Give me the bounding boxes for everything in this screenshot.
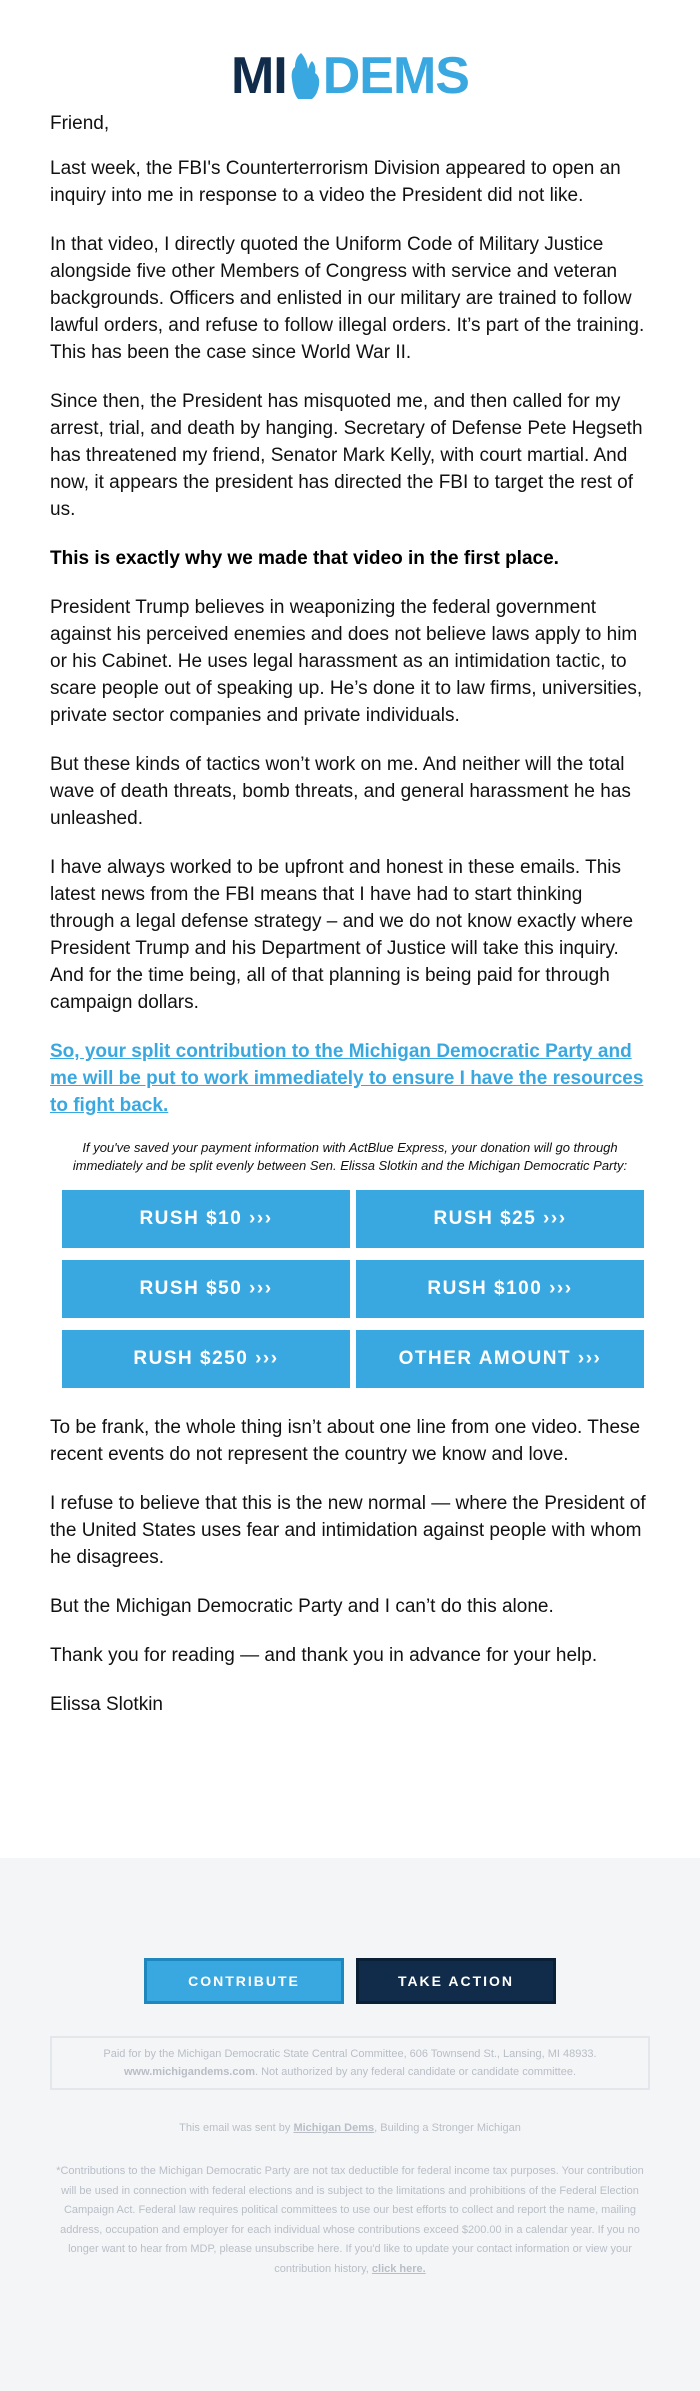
split-contribution-link[interactable]: So, your split contribution to the Michigan Democratic Party and me will be put to work immediately to ensure I have the resources to fight back. [50, 1041, 644, 1116]
paragraph: Thank you for reading — and thank you in advance for your help. [50, 1645, 598, 1666]
other-amount-button[interactable]: OTHER AMOUNT ››› [356, 1330, 644, 1388]
paragraph: To be frank, the whole thing isn’t about one line from one video. These recent events do not represent the country we know and love. [50, 1417, 641, 1465]
michigan-mitten-icon [288, 50, 322, 102]
michigan-dems-link[interactable]: Michigan Dems [293, 2122, 375, 2134]
paragraph: I have always worked to be upfront and honest in these emails. This latest news from the FBI means that I have had to start thinking through a legal defense strategy – and we do not know exactly where President Trump and his Department of Justice will take this inquiry. And for the time being, all of that planning is being paid for through campaign dollars. [50, 857, 634, 1013]
mi-dems-logo [0, 46, 700, 106]
rush-100-button[interactable]: RUSH $100 ››› [356, 1260, 644, 1318]
click-here-link[interactable]: click here. [371, 2262, 426, 2275]
logo-dems-text: DEMS [322, 47, 469, 105]
take-action-button[interactable]: TAKE ACTION [356, 1958, 556, 2004]
paid-for-disclaimer [50, 2036, 650, 2090]
paid-for-line-rest: . Not authorized by any federal candidate or candidate committee. [254, 2066, 577, 2078]
actblue-express-note: If you've saved your payment information with ActBlue Express, your donation will go through immediately and be split evenly between Sen. Elissa Slotkin and the Michigan Democratic Party: [72, 1140, 628, 1173]
email-body [50, 110, 650, 1740]
contribute-button[interactable]: CONTRIBUTE [144, 1958, 344, 2004]
legal-disclaimer [55, 2162, 645, 2279]
paragraph: President Trump believes in weaponizing the federal government against his perceived enemies and does not believe laws apply to him or his Cabinet. He uses legal harassment as an intimidation tactic, to scare people out of speaking up. He’s done it to law firms, universities, private sector companies and private individuals. [50, 597, 643, 726]
paragraph: Since then, the President has misquoted me, and then called for my arrest, trial, and death by hanging. Secretary of Defense Pete Hegseth has threatened my friend, Senator Mark Kelly, with court martial. And now, it appears the president has directed the FBI to target the rest of us. [50, 391, 643, 520]
paid-for-line: Paid for by the Michigan Democratic State Central Committee, 606 Townsend St., Lansing, MI 48933. [103, 2048, 597, 2060]
paragraph: In that video, I directly quoted the Uniform Code of Military Justice alongside five other Members of Congress with service and veteran backgrounds. Officers and enlisted in our military are trained to follow lawful orders, and refuse to follow illegal orders. It’s part of the training. This has been the case since World War II. [50, 234, 645, 363]
donation-button-grid [62, 1190, 650, 1388]
signature: Elissa Slotkin [50, 1694, 163, 1715]
disclaimer-text: *Contributions to the Michigan Democratic Party are not tax deductible for federal income tax purposes. Your contribution will be used in connection with federal elections and is subject to the limitations and prohibitions of the Federal Election Campaign Act. Federal law requires political committees to use our best efforts to collect and report the name, mailing address, occupation and employer for each individual whose contributions exceed $200.00 in a calendar year. If you no longer want to hear from MDP, please unsubscribe here. If you'd like to update your contact information or view your contribution history, [56, 2165, 644, 2275]
sent-by-suffix: , Building a Stronger Michigan [374, 2122, 521, 2134]
sent-by-line [0, 2120, 700, 2136]
paragraph: But the Michigan Democratic Party and I can’t do this alone. [50, 1596, 554, 1617]
rush-25-button[interactable]: RUSH $25 ››› [356, 1190, 644, 1248]
paragraph: But these kinds of tactics won’t work on me. And neither will the total wave of death threats, bomb threats, and general harassment he has unleashed. [50, 754, 631, 829]
footer-button-row [0, 1958, 700, 2004]
paragraph: Last week, the FBI's Counterterrorism Division appeared to open an inquiry into me in response to a video the President did not like. [50, 158, 621, 206]
paragraph: I refuse to believe that this is the new normal — where the President of the United States uses fear and intimidation against people with whom he disagrees. [50, 1493, 646, 1568]
logo-mi-text: MI [230, 47, 287, 105]
rush-10-button[interactable]: RUSH $10 ››› [62, 1190, 350, 1248]
sent-by-prefix: This email was sent by [179, 2122, 294, 2134]
website-link[interactable]: www.michigandems.com [123, 2066, 255, 2078]
greeting: Friend, [50, 113, 110, 134]
emphasis-line: This is exactly why we made that video in the first place. [50, 548, 559, 569]
rush-250-button[interactable]: RUSH $250 ››› [62, 1330, 350, 1388]
rush-50-button[interactable]: RUSH $50 ››› [62, 1260, 350, 1318]
email-footer [0, 1858, 700, 2391]
